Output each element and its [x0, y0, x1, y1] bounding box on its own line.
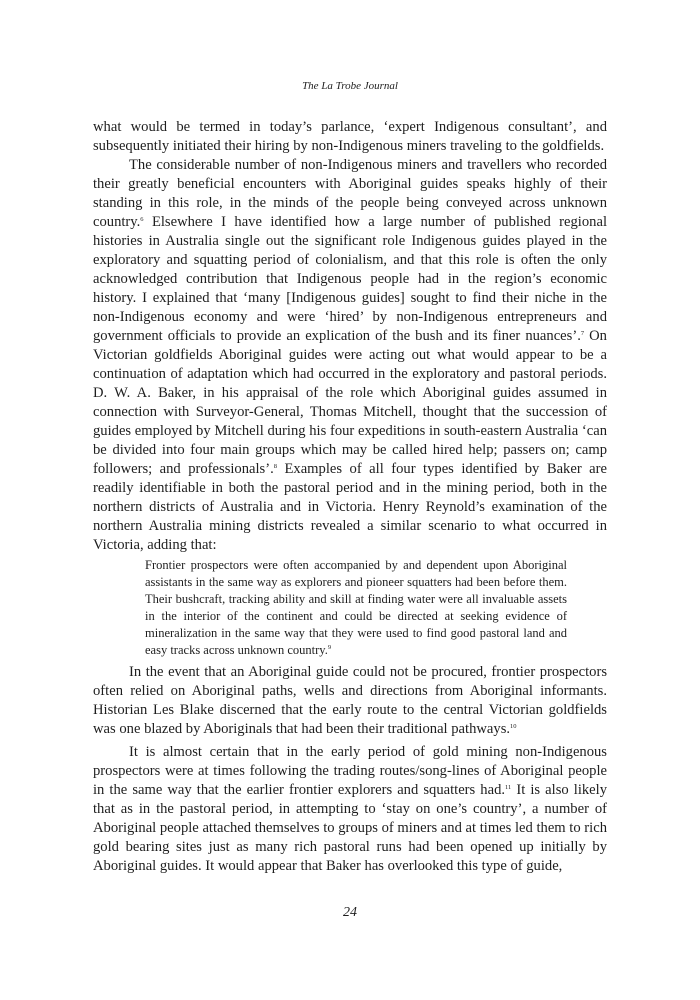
footnote-ref-11[interactable]: 11: [505, 784, 512, 791]
footnote-ref-9[interactable]: 9: [327, 644, 332, 651]
footnote-ref-8[interactable]: 8: [273, 463, 277, 470]
paragraph-2-text-d: Examples of all four types identified by Baker are readily identifiable in both the pastoral period and in the mining period, both in the northern districts of Australia and in Victoria. Henry Reynold’s examination of the northern Australia mining districts revealed a similar scenario to what occurred in Victoria, adding that:: [93, 461, 607, 553]
paragraph-2: [93, 156, 607, 555]
block-quote-text: Frontier prospectors were often accompanied by and dependent upon Aboriginal assistants in the same way as explorers and pioneer squatters had been before them. Their bushcraft, tracking ability and skill at finding water were all invaluable assets in the interior of the continent and could be directed at seeking evidence of mineralization in the same way that they were used to find good pastoral land and easy tracks across unknown country.: [145, 558, 567, 657]
running-head: The La Trobe Journal: [302, 80, 398, 92]
paragraph-4-text-b: It is also likely that as in the pastoral period, in attempting to ‘stay on one’s country’, a number of Aboriginal people attached themselves to groups of miners and at times led them to rich gold bearing sites just as many rich pastoral runs had been opened up initially by Aboriginal guides. It would appear that Baker has overlooked this type of guide,: [93, 782, 607, 874]
paragraph-2-text-c: On Victorian goldfields Aboriginal guides were acting out what would appear to be a continuation of adaptation which had occurred in the exploratory and pastoral periods. D. W. A. Baker, in his appraisal of the role which Aboriginal guides assumed in connection with Surveyor-General, Thomas Mitchell, thought that the succession of guides employed by Mitchell during his four expeditions in south-eastern Australia ‘can be divided into four main groups which may be called hired help; passers on; camp followers; and professionals’.: [93, 328, 607, 477]
block-quote: [145, 557, 567, 659]
paragraph-4: [93, 743, 607, 876]
footnote-ref-7[interactable]: 7: [580, 330, 585, 337]
page-number: 24: [343, 905, 357, 920]
footnote-ref-6[interactable]: 6: [140, 216, 144, 223]
paragraph-1-text: what would be termed in today’s parlance, ‘expert Indigenous consultant’, and subsequently initiated their hiring by non-Indigenous miners traveling to the goldfields.: [93, 119, 607, 154]
paragraph-2-text-b: Elsewhere I have identified how a large number of published regional histories in Australia single out the significant role Indigenous guides played in the exploratory and squatting period of colonialism, and that this role is often the only acknowledged contribution that Indigenous people had in the region’s economic history. I explained that ‘many [Indigenous guides] sought to find their niche in the non-Indigenous economy and were ‘hired’ by non-Indigenous entrepreneurs and government officials to provide an explication of the bush and its finer nuances’.: [93, 214, 607, 344]
paragraph-2-text-a: The considerable number of non-Indigenous miners and travellers who recorded their greatly beneficial encounters with Aboriginal guides speaks highly of their standing in this role, in the minds of the people being conveyed across unknown country.: [93, 157, 607, 230]
paragraph-4-text-a: It is almost certain that in the early period of gold mining non-Indigenous prospectors were at times following the trading routes/song-lines of Aboriginal people in the same way that the earlier frontier explorers and squatters had.: [93, 744, 607, 798]
footnote-ref-10[interactable]: 10: [510, 723, 517, 730]
body-text: [93, 118, 607, 876]
paragraph-3: [93, 663, 607, 739]
paragraph-3-text: In the event that an Aboriginal guide could not be procured, frontier prospectors often relied on Aboriginal paths, wells and directions from Aboriginal informants. Historian Les Blake discerned that the early route to the central Victorian goldfields was one blazed by Aboriginals that had been their traditional pathways.: [93, 664, 607, 737]
paragraph-1: [93, 118, 607, 156]
